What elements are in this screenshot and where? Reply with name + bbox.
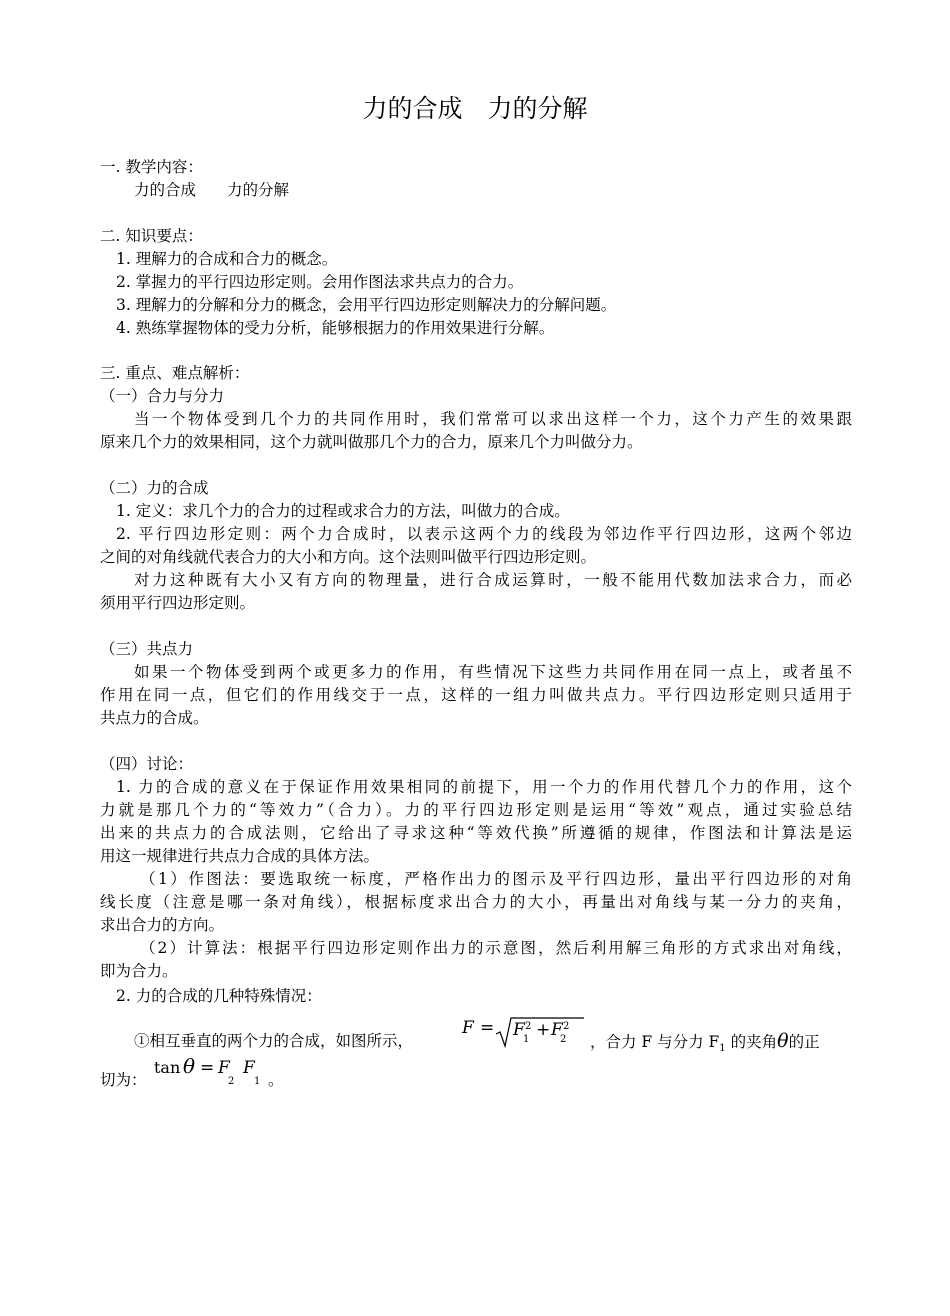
key-point-item: 1. 理解力的合成和合力的概念。 (116, 250, 338, 268)
subsection-heading: （三）共点力 (100, 640, 194, 658)
key-point-item: 4. 熟练掌握物体的受力分析，能够根据力的作用效果进行分解。 (116, 319, 555, 337)
section-heading-teaching-content: 一. 教学内容： (100, 158, 203, 176)
paragraph-line: 如果一个物体受到两个或更多力的作用，有些情况下这些力共同作用在同一点上，或者虽不 (134, 663, 852, 681)
paragraph-line: 1. 定义：求几个力的合力的过程或求合力的方法，叫做力的合成。 (116, 502, 570, 520)
paragraph-line: ①相互垂直的两个力的合成，如图所示， (134, 1032, 414, 1050)
paragraph-line: 对力这种既有大小又有方向的物理量，进行合成运算时，一般不能用代数加法求合力，而必 (134, 571, 852, 589)
paragraph-line: 之间的对角线就代表合力的大小和方向。这个法则叫做平行四边形定则。 (100, 548, 597, 566)
paragraph-line: 2. 力的合成的几种特殊情况： (116, 987, 322, 1005)
key-point-item: 2. 掌握力的平行四边形定则。会用作图法求共点力的合力。 (116, 273, 524, 291)
paragraph-line: 1. 力的合成的意义在于保证作用效果相同的前提下，用一个力的作用代替几个力的作用，这个 (116, 778, 852, 796)
paragraph-line: 原来几个力的效果相同，这个力就叫做那几个力的合力，原来几个力叫做分力。 (100, 433, 643, 451)
paragraph-line: （1）作图法：要选取统一标度，严格作出力的图示及平行四边形，量出平行四边形的对角 (140, 870, 852, 888)
paragraph-line: 求出合力的方向。 (100, 916, 225, 934)
key-point-item: 3. 理解力的分解和分力的概念，会用平行四边形定则解决力的分解问题。 (116, 296, 617, 314)
paragraph-line: 当一个物体受到几个力的共同作用时，我们常常可以求出这样一个力，这个力产生的效果跟 (134, 410, 852, 428)
paragraph-line: 作用在同一点，但它们的作用线交于一点，这样的一组力叫做共点力。平行四边形定则只适用于 (100, 686, 852, 704)
subsection-heading: （二）力的合成 (100, 479, 209, 497)
page-title: 力的合成 力的分解 (362, 94, 588, 123)
theta-symbol: θ (777, 1030, 789, 1052)
paragraph-line: 须用平行四边形定则。 (100, 594, 256, 612)
section-heading-key-points: 二. 知识要点： (100, 227, 203, 245)
paragraph-line: （2）计算法：根据平行四边形定则作出力的示意图，然后利用解三角形的方式求出对角线， (140, 939, 852, 957)
formula-tangent-angle: tan θ = F 2 F 1 (154, 1054, 261, 1087)
subsection-heading: （四）讨论： (100, 755, 194, 773)
teaching-content-text: 力的合成 力的分解 (134, 181, 290, 199)
paragraph-line: 出来的共点力的合成法则，它给出了寻求这种“等效代换”所遵循的规律，作图法和计算法是运 (100, 824, 852, 842)
paragraph-line: 力就是那几个力的“等效力”（合力）。力的平行四边形定则是运用“等效”观点，通过实验总结 (100, 801, 852, 819)
paragraph-line: 切为： (100, 1071, 147, 1089)
paragraph-line: 用这一规律进行共点力合成的具体方法。 (100, 847, 380, 865)
paragraph-line: 共点力的合成。 (100, 709, 209, 727)
paragraph-line: 即为合力。 (100, 962, 178, 980)
paragraph-line: ，合力 F 与分力 $F_1$ 的夹角θ的正 (590, 1030, 820, 1054)
subsection-heading: （一）合力与分力 (100, 387, 225, 405)
section-heading-analysis: 三. 重点、难点解析： (100, 364, 250, 382)
paragraph-line: 2. 平行四边形定则：两个力合成时，以表示这两个力的线段为邻边作平行四边形，这两个邻边 (116, 525, 852, 543)
formula-resultant-magnitude: F = F 2 1 + F 2 2 (460, 1012, 586, 1052)
paragraph-line: 。 (268, 1071, 284, 1089)
paragraph-line: 线长度（注意是哪一条对角线），根据标度求出合力的大小，再量出对角线与某一分力的夹角， (100, 893, 852, 911)
